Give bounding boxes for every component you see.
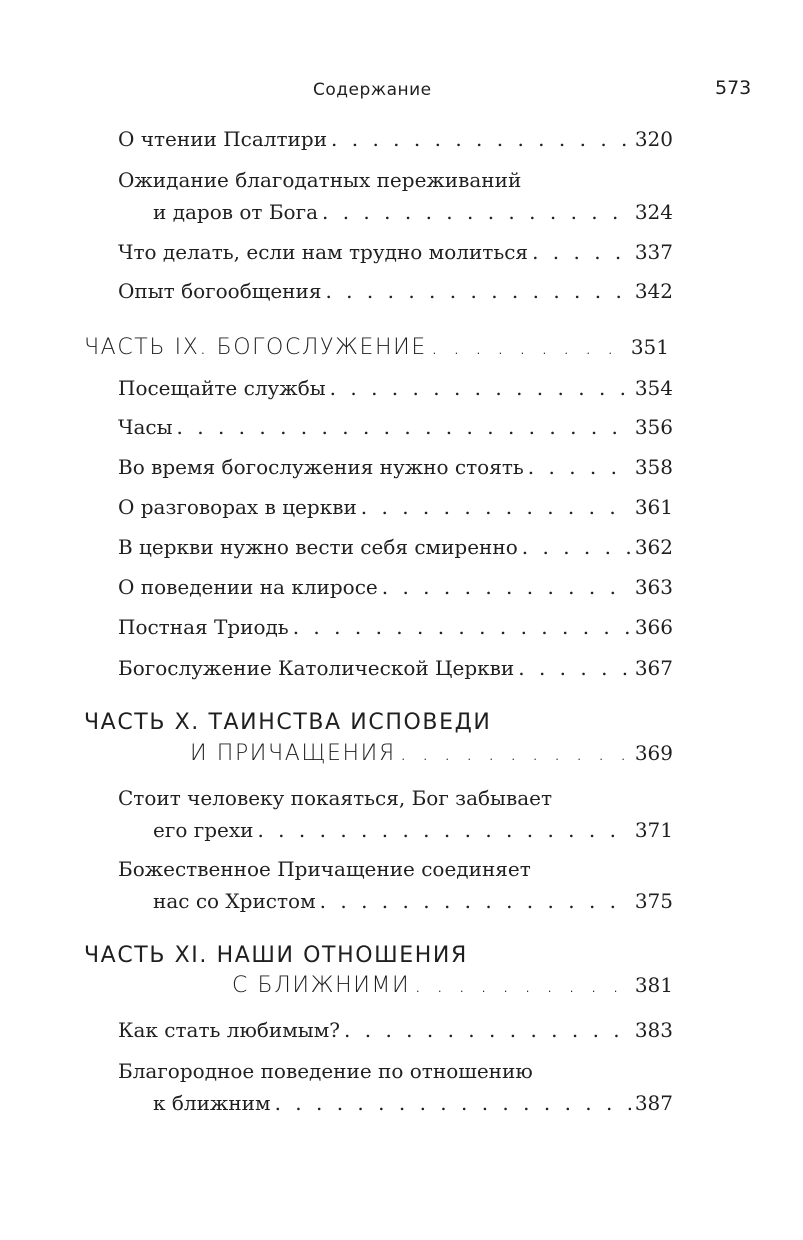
toc-part-page: 369 bbox=[634, 741, 673, 765]
toc-part-title-line1: ЧАСТЬ XI. НАШИ ОТНОШЕНИЯ bbox=[84, 943, 468, 968]
toc-entry[interactable] bbox=[118, 127, 673, 155]
toc-entry-page: 324 bbox=[634, 200, 673, 224]
toc-entry-title: Богослужение Католической Церкви bbox=[118, 656, 515, 680]
toc-entry-page: 375 bbox=[634, 889, 673, 913]
toc-entry-page: 362 bbox=[634, 535, 673, 559]
toc-entry-title: О поведении на клиросе bbox=[118, 575, 378, 599]
toc-entry-title-line2: к ближним bbox=[153, 1091, 271, 1115]
toc-entry-page: 337 bbox=[634, 240, 673, 264]
running-header-title: Содержание bbox=[313, 80, 432, 100]
dot-leader bbox=[522, 535, 631, 559]
toc-entry-title: Что делать, если нам трудно молиться bbox=[118, 240, 529, 264]
toc-entry[interactable] bbox=[118, 455, 673, 483]
toc-entry-title-line1: Божественное Причащение соединяет bbox=[118, 857, 531, 881]
toc-entry[interactable] bbox=[118, 376, 673, 404]
toc-part-page: 351 bbox=[630, 335, 669, 359]
dot-leader bbox=[322, 200, 631, 224]
toc-entry-page: 366 bbox=[634, 615, 673, 639]
dot-leader bbox=[293, 615, 631, 639]
toc-entry-title-line2: его грехи bbox=[153, 818, 254, 842]
toc-entry-title: О чтении Псалтири bbox=[118, 127, 328, 151]
toc-part-title-line1: ЧАСТЬ X. ТАИНСТВА ИСПОВЕДИ bbox=[84, 710, 492, 735]
toc-entry[interactable] bbox=[118, 575, 673, 603]
toc-entry[interactable] bbox=[118, 240, 673, 268]
toc-entry[interactable] bbox=[118, 279, 673, 307]
toc-entry-title: Часы bbox=[118, 415, 173, 439]
toc-entry-title: Постная Триодь bbox=[118, 615, 289, 639]
toc-entry-title-line1: Благородное поведение по отношению bbox=[118, 1059, 533, 1083]
dot-leader bbox=[177, 415, 631, 439]
dot-leader bbox=[414, 973, 631, 998]
toc-entry-page: 358 bbox=[634, 455, 673, 479]
dot-leader bbox=[528, 455, 631, 479]
dot-leader bbox=[400, 741, 631, 766]
dot-leader bbox=[344, 1018, 631, 1042]
toc-entry[interactable] bbox=[118, 615, 673, 643]
dot-leader bbox=[331, 127, 631, 151]
toc-entry[interactable] bbox=[153, 889, 673, 917]
toc-entry-page: 371 bbox=[634, 818, 673, 842]
toc-entry[interactable] bbox=[118, 656, 673, 684]
toc-entry-title: Опыт богообщения bbox=[118, 279, 322, 303]
toc-part-title: ЧАСТЬ IX. БОГОСЛУЖЕНИЕ bbox=[84, 335, 427, 360]
toc-entry-page: 383 bbox=[634, 1018, 673, 1042]
dot-leader bbox=[325, 279, 630, 303]
toc-entry-title: О разговорах в церкви bbox=[118, 495, 357, 519]
toc-entry-page: 342 bbox=[634, 279, 673, 303]
dot-leader bbox=[275, 1091, 631, 1115]
dot-leader bbox=[330, 376, 631, 400]
dot-leader bbox=[431, 335, 627, 360]
toc-part-title-line2: И ПРИЧАЩЕНИЯ bbox=[190, 741, 396, 766]
toc-entry-page: 354 bbox=[634, 376, 673, 400]
toc-entry-title: Во время богослужения нужно стоять bbox=[118, 455, 524, 479]
toc-entry-page: 367 bbox=[634, 656, 673, 680]
toc-part-heading[interactable] bbox=[84, 335, 669, 363]
dot-leader bbox=[257, 818, 630, 842]
toc-entry-title: В церкви нужно вести себя смиренно bbox=[118, 535, 518, 559]
toc-entry[interactable] bbox=[118, 495, 673, 523]
toc-entry[interactable] bbox=[118, 1018, 673, 1046]
toc-entry-page: 320 bbox=[634, 127, 673, 151]
toc-entry-title: Посещайте службы bbox=[118, 376, 326, 400]
toc-entry-title-line2: нас со Христом bbox=[153, 889, 316, 913]
toc-entry-page: 361 bbox=[634, 495, 673, 519]
toc-entry[interactable] bbox=[153, 200, 673, 228]
toc-entry-title: Как стать любимым? bbox=[118, 1018, 341, 1042]
dot-leader bbox=[518, 656, 631, 680]
toc-part-title-line2: С БЛИЖНИМИ bbox=[232, 973, 411, 998]
toc-part-heading[interactable] bbox=[232, 973, 673, 1001]
dot-leader bbox=[382, 575, 631, 599]
page-number: 573 bbox=[715, 77, 752, 99]
toc-entry[interactable] bbox=[153, 1091, 673, 1119]
toc-entry-title-line2: и даров от Бога bbox=[153, 200, 318, 224]
toc-entry[interactable] bbox=[153, 818, 673, 846]
dot-leader bbox=[320, 889, 631, 913]
toc-entry-title-line1: Стоит человеку покаяться, Бог забывает bbox=[118, 786, 553, 810]
toc-part-heading[interactable] bbox=[190, 741, 673, 769]
toc-entry-page: 387 bbox=[634, 1091, 673, 1115]
toc-entry[interactable] bbox=[118, 535, 673, 563]
toc-part-page: 381 bbox=[634, 973, 673, 997]
dot-leader bbox=[361, 495, 631, 519]
toc-entry-page: 356 bbox=[634, 415, 673, 439]
toc-entry[interactable] bbox=[118, 415, 673, 443]
dot-leader bbox=[532, 240, 631, 264]
toc-entry-page: 363 bbox=[634, 575, 673, 599]
toc-entry-title-line1: Ожидание благодатных переживаний bbox=[118, 168, 522, 192]
